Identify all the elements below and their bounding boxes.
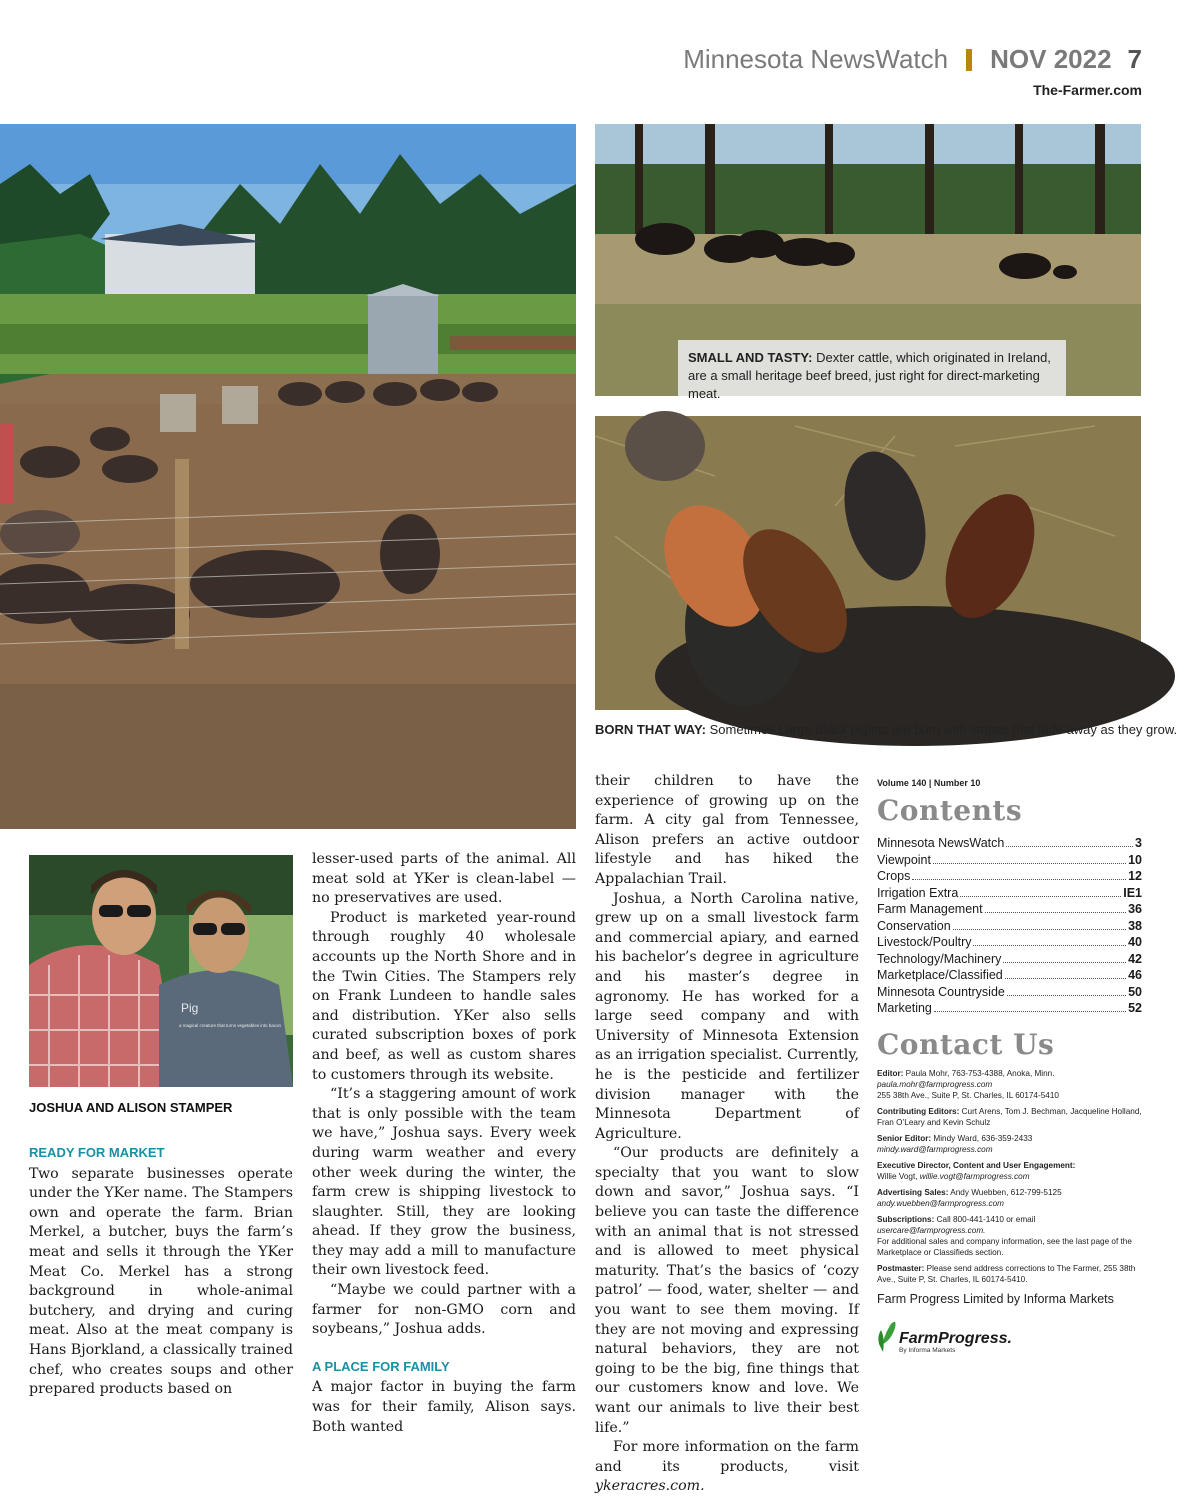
publication-name: Minnesota NewsWatch [683, 44, 949, 74]
contributing-editors: Contributing Editors: Curt Arens, Tom J. Bechman, Jacqueline Holland, Fran O’Leary and Kevin Schulz [877, 1107, 1142, 1127]
logo-subtitle: By Informa Markets [899, 1347, 956, 1354]
toc-item[interactable]: Minnesota Countryside 50 [877, 984, 1142, 999]
piglets-caption-text: Sometimes Large Black piglets are born with stripes that fade away as they grow. [709, 722, 1178, 737]
editor-email[interactable]: paula.mohr@farmprogress.com [877, 1080, 993, 1089]
article-column-2 [312, 850, 576, 1437]
toc-item[interactable]: Marketplace/Classified 46 [877, 968, 1142, 982]
toc-item[interactable]: Crops 12 [877, 869, 1142, 883]
page-number: 7 [1127, 44, 1142, 74]
contents-list [877, 835, 1142, 1017]
header-separator [966, 49, 972, 71]
toc-item[interactable]: Livestock/Poultry 40 [877, 935, 1142, 949]
subscriptions-email[interactable]: usercare@farmprogress.com. [877, 1226, 986, 1235]
cattle-caption-text: Dexter cattle, which originated in Ireland, are a small heritage beef breed, just right for direct-marketing meat. [688, 350, 1051, 401]
piglets-photo [595, 416, 1141, 710]
article-paragraph: Product is marketed year-round through roughly 40 wholesale accounts up the North Shore and in the Twin Cities. The Stampers rely on Frank Lundeen to handle sales and distribution. YKer also sells curated subscription boxes of pork and beef, as well as custom shares to customers through its website. [312, 909, 576, 1083]
senior-editor-contact: Senior Editor: Mindy Ward, 636-359-2433 mindy.ward@farmprogress.com [877, 1134, 1033, 1154]
running-header [683, 44, 1142, 75]
article-paragraph: “Our products are definitely a specialty that you want to slow down and savor,” Joshua says. “I believe you can taste the difference with an animal that is not stressed and is allowed to meet physical maturity. That’s the basics of ‘cozy patrol’ — food, water, shelter — and you want to see them moving. If they are not moving and expressing natural behaviors, they are not going to be the big, fine things that our customers know and love. We want our animals to live their best life.” [595, 1145, 859, 1436]
contact-details [877, 1068, 1142, 1290]
subscriptions-contact: Subscriptions: Call 800-441-1410 or email usercare@farmprogress.com. For additional sales and company information, see the last page of the Marketplace or Classifieds section. [877, 1215, 1132, 1257]
company-line: Farm Progress Limited by Informa Markets [877, 1292, 1114, 1306]
article-column-1 [29, 1143, 293, 1400]
article-paragraph [595, 1438, 859, 1497]
website-url: The-Farmer.com [1033, 82, 1142, 98]
executive-director-email[interactable]: willie.vogt@farmprogress.com [919, 1172, 1030, 1181]
cattle-caption-label: SMALL AND TASTY: [688, 350, 813, 365]
cattle-caption [678, 340, 1066, 401]
website-link[interactable]: ykeracres.com. [595, 1478, 705, 1495]
shirt-tagline: a magical creature that turns vegetables into bacon [179, 1023, 282, 1028]
toc-item[interactable]: Irrigation Extra IE1 [877, 885, 1142, 900]
more-info-text: For more information on the farm and its products, visit [595, 1439, 859, 1475]
subhead-ready-for-market: READY FOR MARKET [29, 1145, 165, 1160]
article-paragraph: Two separate businesses operate under the YKer name. The Stampers own and operate the farm. Brian Merkel, a butcher, buys the farm’s meat and sells it through the YKer Meat Co. Merkel has a strong background in whole-animal butchery, and drying and curing meat. Also at the meat company is Hans Bjorkland, a classically trained chef, who creates soups and other prepared products based on [29, 1165, 293, 1398]
contact-title: Contact Us [877, 1028, 1055, 1061]
issue-date: NOV 2022 [990, 44, 1112, 74]
postmaster-note: Postmaster: Please send address corrections to The Farmer, 255 38th Ave., Suite P, St. Charles, IL 60174-5410. [877, 1264, 1136, 1284]
piglets-caption [595, 722, 1178, 737]
toc-item[interactable]: Conservation 38 [877, 918, 1142, 933]
contents-title: Contents [877, 794, 1023, 827]
article-column-3 [595, 772, 859, 1497]
editor-contact: Editor: Paula Mohr, 763-753-4388, Anoka, Minn. paula.mohr@farmprogress.com 255 38th Ave., Suite P, St. Charles, IL 60174-5410 [877, 1069, 1059, 1100]
leaf-icon [877, 1318, 899, 1354]
advertising-contact: Advertising Sales: Andy Wuebben, 612-799-5125 andy.wuebben@farmprogress.com [877, 1188, 1062, 1208]
volume-number: Volume 140 | Number 10 [877, 778, 981, 788]
toc-item[interactable]: Technology/Machinery 42 [877, 951, 1142, 966]
article-paragraph: “Maybe we could partner with a farmer for non-GMO corn and soybeans,” Joshua adds. [312, 1282, 576, 1338]
farmprogress-logo [877, 1318, 1012, 1354]
advertising-email[interactable]: andy.wuebben@farmprogress.com [877, 1199, 1004, 1208]
stampers-portrait-photo [29, 855, 293, 1087]
toc-item[interactable]: Marketing 52 [877, 1001, 1142, 1015]
logo-wordmark: FarmProgress. [899, 1330, 1012, 1347]
article-paragraph: lesser-used parts of the animal. All meat sold at YKer is clean-label — no preservatives are used. [312, 851, 576, 907]
senior-editor-email[interactable]: mindy.ward@farmprogress.com [877, 1145, 993, 1154]
article-paragraph: their children to have the experience of growing up on the farm. A city gal from Tennessee, Alison prefers an active outdoor lifestyle and has hiked the Appalachian Trail. [595, 773, 859, 887]
pig-farm-photo [0, 124, 576, 829]
article-paragraph: Joshua, a North Carolina native, grew up on a small livestock farm and commercial apiary, and earned his bachelor’s degree in agriculture and his master’s degree in agronomy. He has worked for a large seed company and with University of Minnesota Extension as an irrigation specialist. Currently, he is the pesticide and fertilizer division manager with the Minnesota Department of Agriculture. [595, 890, 859, 1142]
executive-director-contact: Executive Director, Content and User Engagement: Willie Vogt, willie.vogt@farmprogress.com [877, 1161, 1076, 1181]
toc-item[interactable]: Farm Management 36 [877, 902, 1142, 916]
piglets-caption-label: BORN THAT WAY: [595, 722, 706, 737]
portrait-caption: JOSHUA AND ALISON STAMPER [29, 1100, 233, 1115]
shirt-text: Pig [181, 1001, 199, 1015]
article-paragraph: A major factor in buying the farm was for their family, Alison says. Both wanted [312, 1379, 576, 1435]
toc-item[interactable]: Minnesota NewsWatch 3 [877, 836, 1142, 850]
article-paragraph: “It’s a staggering amount of work that is only possible with the team we have,” Joshua says. Every week during warm weather and every other week during the winter, the farm crew is shipping livestock to slaughter. Still, they are looking ahead. If they grow the business, they may add a mill to manufacture their own livestock feed. [312, 1086, 576, 1279]
subhead-a-place-for-family: A PLACE FOR FAMILY [312, 1358, 450, 1374]
toc-item[interactable]: Viewpoint 10 [877, 852, 1142, 867]
